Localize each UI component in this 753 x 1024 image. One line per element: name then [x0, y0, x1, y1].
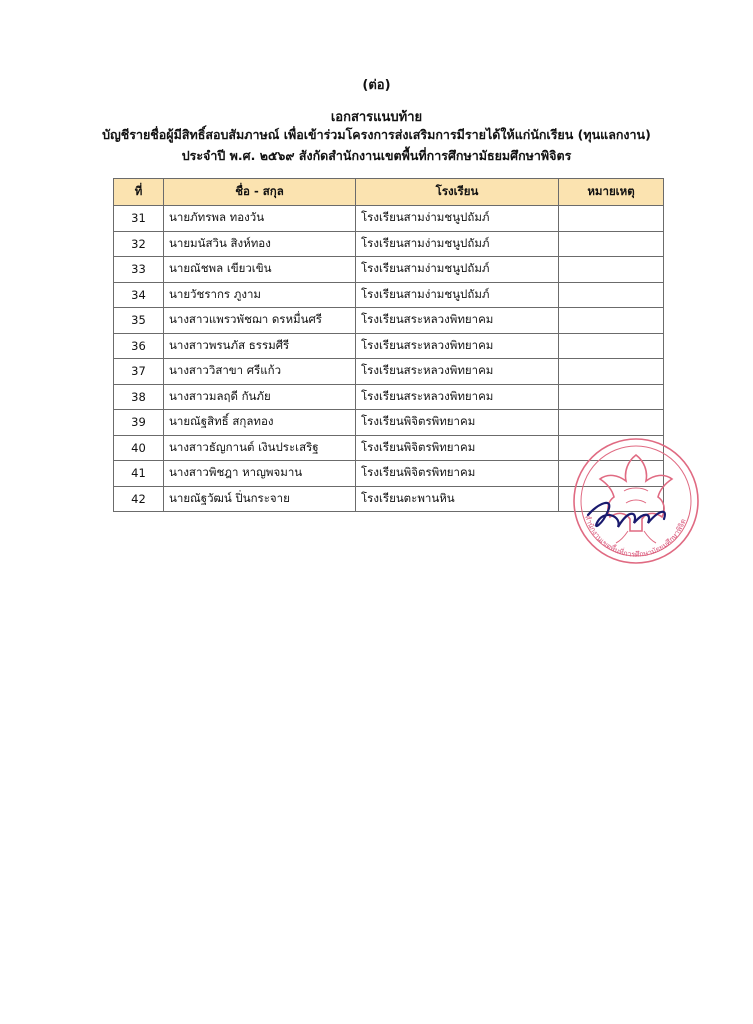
row-school-cell: โรงเรียนพิจิตรพิทยาคม: [356, 410, 559, 436]
row-name-cell: นายณัฐสิทธิ์ สกุลทอง: [164, 410, 356, 436]
table-row: [114, 257, 664, 283]
row-school-cell: โรงเรียนสระหลวงพิทยาคม: [356, 359, 559, 385]
column-header-school: โรงเรียน: [356, 179, 559, 206]
row-name-cell: นายณัชพล เขียวเขิน: [164, 257, 356, 283]
table-row: [114, 308, 664, 334]
row-number-cell: 42: [114, 486, 164, 512]
row-number-cell: 37: [114, 359, 164, 385]
row-number-cell: 35: [114, 308, 164, 334]
row-name-cell: นายวัชรากร ภูงาม: [164, 282, 356, 308]
column-header-number: ที่: [114, 179, 164, 206]
row-name-cell: นางสาวพรนภัส ธรรมศีรี: [164, 333, 356, 359]
row-note-cell: [559, 333, 664, 359]
row-note-cell: [559, 384, 664, 410]
row-note-cell: [559, 257, 664, 283]
row-school-cell: โรงเรียนสระหลวงพิทยาคม: [356, 384, 559, 410]
table-row: [114, 333, 664, 359]
document-subtitle-line2: ประจำปี พ.ศ. ๒๕๖๙ สังกัดสำนักงานเขตพื้นที่การศึกษามัธยมศึกษาพิจิตร: [181, 148, 572, 163]
row-name-cell: นางสาวธัญกานต์ เงินประเสริฐ: [164, 435, 356, 461]
row-school-cell: โรงเรียนสระหลวงพิทยาคม: [356, 308, 559, 334]
row-number-cell: 38: [114, 384, 164, 410]
row-number-cell: 36: [114, 333, 164, 359]
row-name-cell: นางสาวพิชฎา หาญพจมาน: [164, 461, 356, 487]
row-number-cell: 39: [114, 410, 164, 436]
row-note-cell: [559, 206, 664, 232]
row-school-cell: โรงเรียนพิจิตรพิทยาคม: [356, 435, 559, 461]
table-row: [114, 282, 664, 308]
row-name-cell: นายภัทรพล ทองวัน: [164, 206, 356, 232]
row-school-cell: โรงเรียนสามง่ามชนูปถัมภ์: [356, 257, 559, 283]
row-number-cell: 40: [114, 435, 164, 461]
table-row: [114, 359, 664, 385]
continued-label: (ต่อ): [362, 78, 391, 93]
document-subtitle-line1: บัญชีรายชื่อผู้มีสิทธิ์สอบสัมภาษณ์ เพื่อเข้าร่วมโครงการส่งเสริมการมีรายได้ให้แก่นักเรียน (ทุนแลกงาน): [102, 127, 651, 142]
row-name-cell: นางสาวแพรวพัชฌา ดรหมื่นศรี: [164, 308, 356, 334]
row-name-cell: นายมนัสวิน สิงห์ทอง: [164, 231, 356, 257]
row-school-cell: โรงเรียนสามง่ามชนูปถัมภ์: [356, 231, 559, 257]
row-number-cell: 32: [114, 231, 164, 257]
column-header-note: หมายเหตุ: [559, 179, 664, 206]
row-school-cell: โรงเรียนสามง่ามชนูปถัมภ์: [356, 282, 559, 308]
row-number-cell: 33: [114, 257, 164, 283]
row-school-cell: โรงเรียนสระหลวงพิทยาคม: [356, 333, 559, 359]
row-school-cell: โรงเรียนตะพานหิน: [356, 486, 559, 512]
document-title: เอกสารแนบท้าย: [330, 110, 423, 125]
official-seal-stamp: [568, 427, 700, 577]
row-note-cell: [559, 308, 664, 334]
row-note-cell: [559, 282, 664, 308]
row-school-cell: โรงเรียนพิจิตรพิทยาคม: [356, 461, 559, 487]
row-number-cell: 31: [114, 206, 164, 232]
table-row: [114, 206, 664, 232]
table-header-row: [114, 179, 664, 206]
row-name-cell: นายณัฐวัฒน์ ปิ่นกระจาย: [164, 486, 356, 512]
row-school-cell: โรงเรียนสามง่ามชนูปถัมภ์: [356, 206, 559, 232]
column-header-name: ชื่อ - สกุล: [164, 179, 356, 206]
row-name-cell: นางสาววิสาขา ศรีแก้ว: [164, 359, 356, 385]
seal-text: สำนักงานเขตพื้นที่การศึกษามัธยมศึกษาพิจิต: [583, 514, 688, 559]
row-note-cell: [559, 359, 664, 385]
row-number-cell: 34: [114, 282, 164, 308]
table-row: [114, 384, 664, 410]
row-number-cell: 41: [114, 461, 164, 487]
row-name-cell: นางสาวมลฤดี กันภัย: [164, 384, 356, 410]
table-row: [114, 231, 664, 257]
row-note-cell: [559, 231, 664, 257]
signature: [588, 503, 665, 527]
